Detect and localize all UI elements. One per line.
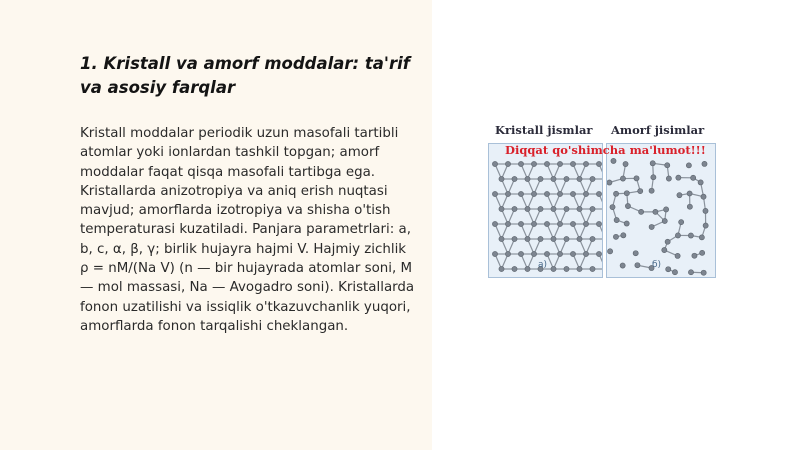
atom-dot: [570, 191, 575, 196]
atom-dot: [675, 233, 680, 238]
atom-dot: [583, 191, 588, 196]
atom-dot: [570, 251, 575, 256]
atom-dot: [525, 176, 530, 181]
atom-dot: [596, 251, 601, 256]
atom-dot: [577, 266, 582, 271]
atom-dot: [551, 176, 556, 181]
atom-dot: [531, 161, 536, 166]
atom-dot: [699, 235, 704, 240]
atom-dot: [649, 188, 654, 193]
atom-dot: [551, 236, 556, 241]
atom-dot: [691, 175, 696, 180]
crystal-lattice-panel: [488, 143, 603, 278]
atom-dot: [577, 206, 582, 211]
atom-dot: [687, 191, 692, 196]
atom-dot: [611, 158, 616, 163]
crystal-amorphous-figure: [486, 118, 718, 286]
atom-dot: [551, 266, 556, 271]
atom-dot: [525, 266, 530, 271]
atom-dot: [499, 266, 504, 271]
atom-dot: [692, 253, 697, 258]
atom-dot: [551, 206, 556, 211]
atom-dot: [664, 207, 669, 212]
atom-dot: [531, 191, 536, 196]
atom-dot: [590, 266, 595, 271]
crystal-label: Kristall jismlar: [495, 123, 593, 137]
atom-dot: [505, 161, 510, 166]
atom-dot: [590, 206, 595, 211]
atom-dot: [687, 204, 692, 209]
atom-dot: [596, 161, 601, 166]
atom-dot: [518, 251, 523, 256]
atom-dot: [544, 221, 549, 226]
atom-dot: [538, 236, 543, 241]
atom-dot: [525, 236, 530, 241]
atom-dot: [675, 253, 680, 258]
atom-dot: [570, 161, 575, 166]
atom-dot: [512, 206, 517, 211]
atom-dot: [650, 161, 655, 166]
atom-dot: [700, 250, 705, 255]
slide-title: 1. Kristall va amorf moddalar: ta'rif va asosiy farqlar: [80, 54, 410, 97]
atom-dot: [590, 236, 595, 241]
atom-dot: [686, 163, 691, 168]
atom-dot: [564, 206, 569, 211]
atom-dot: [698, 180, 703, 185]
atom-dot: [512, 266, 517, 271]
atom-dot: [677, 193, 682, 198]
subfigure-label-a: a): [538, 260, 548, 270]
atom-dot: [538, 206, 543, 211]
atom-dot: [649, 224, 654, 229]
atom-dot: [653, 209, 658, 214]
atom-dot: [596, 221, 601, 226]
atom-dot: [672, 270, 677, 275]
atom-dot: [624, 191, 629, 196]
atom-dot: [662, 247, 667, 252]
atom-dot: [505, 191, 510, 196]
atom-dot: [702, 161, 707, 166]
atom-dot: [634, 176, 639, 181]
atom-dot: [688, 233, 693, 238]
atom-dot: [701, 194, 706, 199]
atom-dot: [499, 176, 504, 181]
amorphous-label: Amorf jisimlar: [611, 123, 705, 137]
atom-dot: [557, 251, 562, 256]
atom-dot: [583, 251, 588, 256]
atom-dot: [577, 176, 582, 181]
atom-dot: [512, 176, 517, 181]
atom-dot: [518, 191, 523, 196]
atom-dot: [665, 163, 670, 168]
atom-dot: [676, 175, 681, 180]
atom-dot: [499, 206, 504, 211]
atom-dot: [512, 236, 517, 241]
atom-dot: [544, 161, 549, 166]
slide-body-text: Kristall moddalar periodik uzun masofali tartibli atomlar yoki ionlardan tashkil topgan; amorf moddalar faqat qisqa masofali tartibga ega. Kristallarda anizotropiya va aniq erish nuqtasi mavjud; amorflarda izotropiya va shisha o'tish temperaturasi kuzatiladi. Panjara parametrlari: a, b, c, α, β, γ; birlik hujayra hajmi V. Hajmiy zichlik ρ = nM/(Na V) (n — bir hujayrada atomlar soni, M — mol massasi, Na — Avogadro soni). Kristallarda fonon uzatilishi va issiqlik o'tkazuvchanlik yuqori, amorflarda fonon tarqalishi cheklangan.: [80, 126, 415, 334]
atom-dot: [613, 191, 618, 196]
atom-dot: [703, 223, 708, 228]
atom-dot: [665, 239, 670, 244]
atom-dot: [531, 251, 536, 256]
atom-dot: [688, 270, 693, 275]
subfigure-label-b: б): [652, 260, 662, 270]
atom-dot: [614, 217, 619, 222]
atom-dot: [666, 176, 671, 181]
atom-dot: [666, 267, 671, 272]
atom-dot: [577, 236, 582, 241]
atom-dot: [624, 221, 629, 226]
atom-dot: [492, 191, 497, 196]
atom-dot: [564, 266, 569, 271]
atom-dot: [662, 218, 667, 223]
atom-dot: [544, 191, 549, 196]
atom-dot: [590, 176, 595, 181]
atom-dot: [620, 263, 625, 268]
crystal-lattice-illustration: [489, 144, 602, 277]
atom-dot: [635, 263, 640, 268]
atom-dot: [570, 221, 575, 226]
atom-dot: [610, 205, 615, 210]
atom-dot: [492, 251, 497, 256]
atom-dot: [625, 203, 630, 208]
atom-dot: [557, 221, 562, 226]
atom-dot: [613, 234, 618, 239]
atom-dot: [557, 191, 562, 196]
atom-dot: [518, 161, 523, 166]
atom-dot: [525, 206, 530, 211]
atom-dot: [544, 251, 549, 256]
atom-dot: [492, 221, 497, 226]
attention-note: Diqqat qo'shimcha ma'lumot!!!: [505, 143, 706, 157]
atom-dot: [583, 161, 588, 166]
amorphous-structure-panel: [606, 143, 716, 278]
atom-dot: [623, 161, 628, 166]
atom-dot: [679, 220, 684, 225]
atom-dot: [505, 221, 510, 226]
atom-dot: [538, 176, 543, 181]
atom-dot: [620, 176, 625, 181]
atom-dot: [607, 249, 612, 254]
atom-dot: [492, 161, 497, 166]
atom-dot: [703, 208, 708, 213]
atom-dot: [531, 221, 536, 226]
atom-dot: [701, 270, 706, 275]
atom-dot: [557, 161, 562, 166]
atom-dot: [499, 236, 504, 241]
atom-dot: [564, 176, 569, 181]
atom-dot: [651, 175, 656, 180]
atom-dot: [518, 221, 523, 226]
atom-dot: [639, 209, 644, 214]
atom-dot: [621, 233, 626, 238]
atom-dot: [607, 180, 612, 185]
atom-dot: [583, 221, 588, 226]
atom-dot: [638, 188, 643, 193]
atom-dot: [564, 236, 569, 241]
atom-dot: [633, 251, 638, 256]
atom-dot: [505, 251, 510, 256]
amorphous-structure-illustration: [607, 144, 715, 277]
atom-dot: [596, 191, 601, 196]
